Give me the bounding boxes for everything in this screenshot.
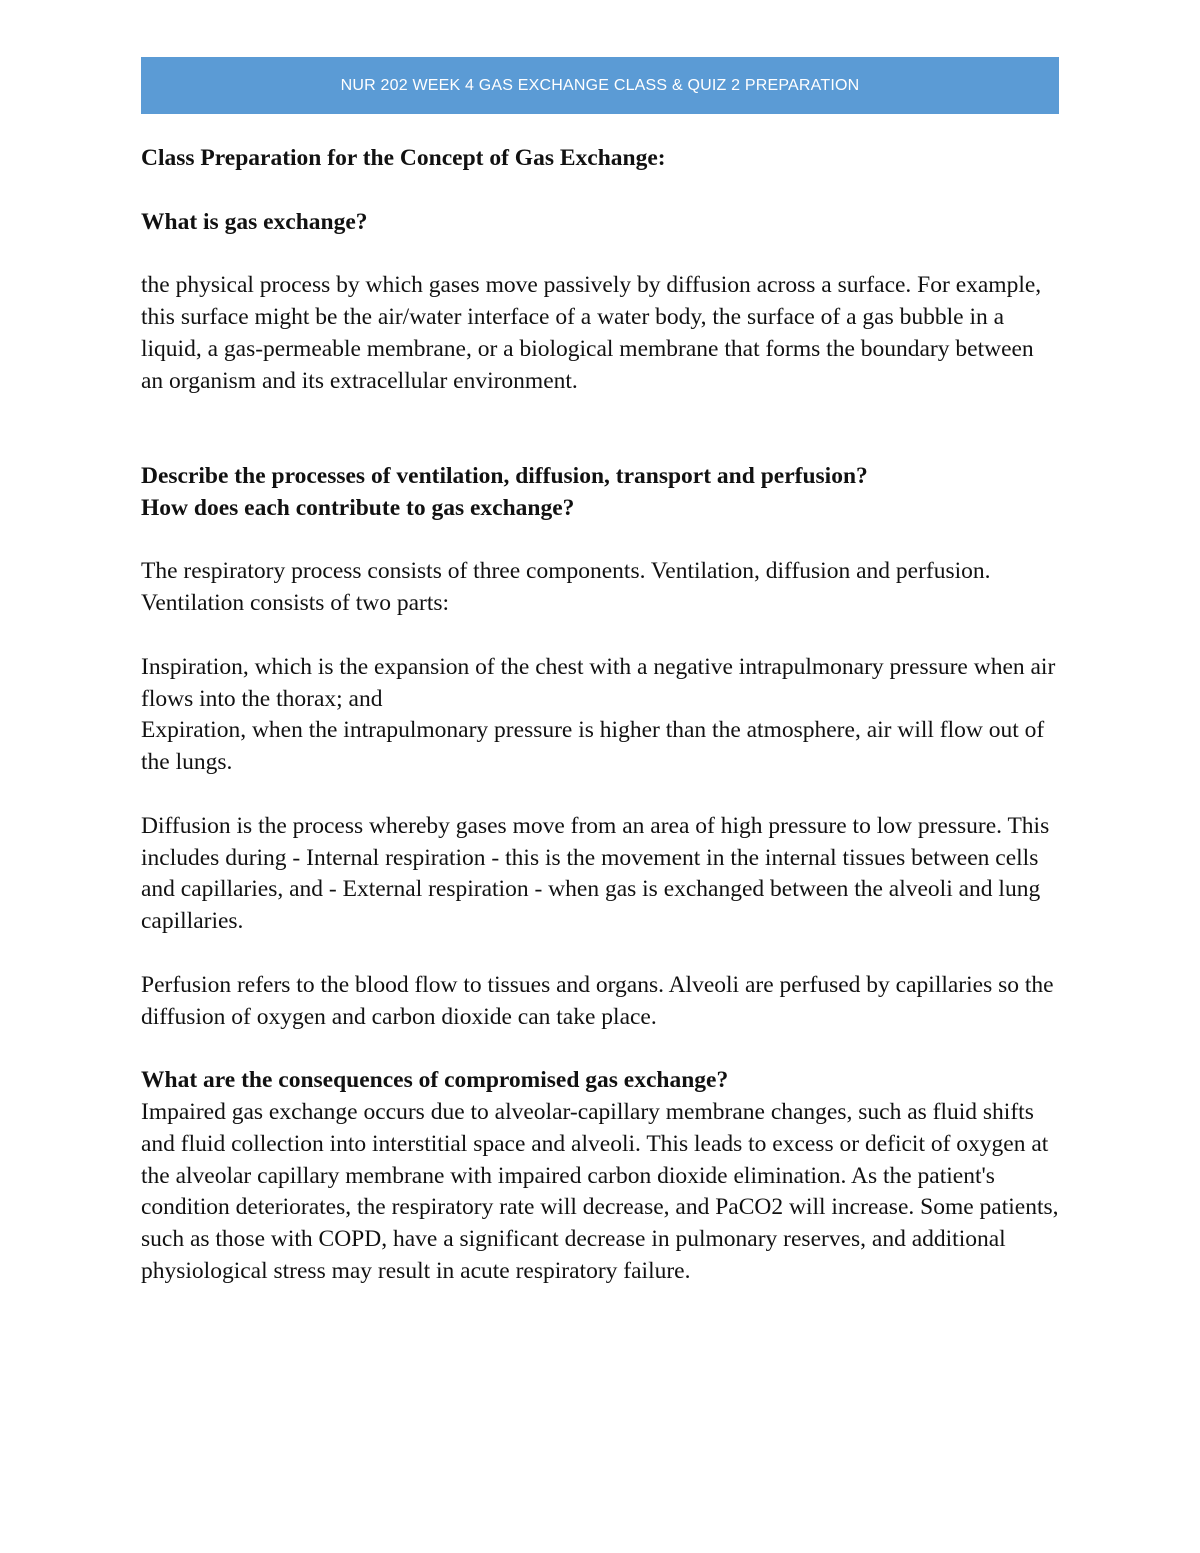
main-heading: Class Preparation for the Concept of Gas Exchange: [141,145,666,171]
question-consequences: What are the consequences of compromised gas exchange? [141,1067,729,1094]
header-banner [141,57,1059,114]
answer-consequences: Impaired gas exchange occurs due to alveolar-capillary membrane changes, such as fluid shifts and fluid collection into interstitial space and alveoli. This leads to excess or deficit of oxygen at the alveolar capillary membrane with impaired carbon dioxide elimination. As the patient's condition deteriorates, the respiratory rate will decrease, and PaCO2 will increase. Some patients, such as those with COPD, have a significant decrease in pulmonary reserves, and additional physiological stress may result in acute respiratory failure. [141,1098,1059,1284]
diffusion-paragraph: Diffusion is the process whereby gases move from an area of high pressure to low pressure. This includes during - Internal respiration - this is the movement in the internal tissues between cells and capillaries, and - External respiration - when gas is exchanged between the alveoli and lung capillaries. [141,812,1050,935]
header-title: NUR 202 WEEK 4 GAS EXCHANGE CLASS & QUIZ 2 PREPARATION [340,76,860,94]
perfusion-paragraph: Perfusion refers to the blood flow to tissues and organs. Alveoli are perfused by capillaries so the diffusion of oxygen and carbon dioxide can take place. [141,971,1054,1030]
expiration-paragraph: Expiration, when the intrapulmonary pressure is higher than the atmosphere, air will flow out of the lungs. [141,717,1045,776]
question-gas-exchange: What is gas exchange? [141,208,368,235]
inspiration-paragraph: Inspiration, which is the expansion of the chest with a negative intrapulmonary pressure when air flows into the thorax; and [141,653,1056,712]
respiratory-process-intro: The respiratory process consists of three components. Ventilation, diffusion and perfusion. Ventilation consists of two parts: [141,558,991,617]
question-processes-line2: How does each contribute to gas exchange? [141,494,575,521]
question-processes-line1: Describe the processes of ventilation, diffusion, transport and perfusion? [141,462,868,489]
answer-gas-exchange: the physical process by which gases move passively by diffusion across a surface. For example, this surface might be the air/water interface of a water body, the surface of a gas bubble in a liquid, a gas-permeable membrane, or a biological membrane that forms the boundary between an organism and its extracellular environment. [141,272,1042,394]
document-body [141,143,1061,1288]
